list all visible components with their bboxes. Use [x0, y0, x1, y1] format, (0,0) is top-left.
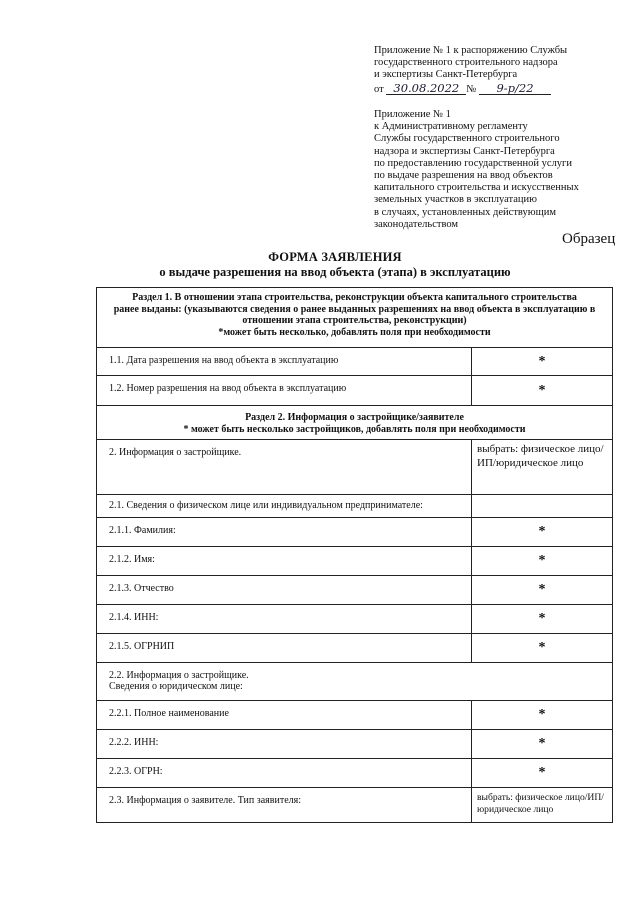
appendix-regulation-line-5: по предоставлению государственной услуги [374, 157, 572, 169]
individual-info-empty-cell [472, 495, 613, 518]
section-2-header [97, 406, 613, 440]
section-2-line-1: Раздел 2. Информация о застройщике/заявителе [245, 412, 464, 423]
section-1-line-3: отношении этапа строительства, реконструкции) [242, 315, 467, 327]
table-row [97, 759, 613, 788]
from-label: от [374, 83, 384, 95]
ogrnip-field[interactable]: * [472, 634, 613, 663]
applicant-type-label: 2.3. Информация о заявителе. Тип заявителя: [97, 788, 472, 823]
ogrnip-label: 2.1.5. ОГРНИП [97, 634, 472, 663]
patronymic-label: 2.1.3. Отчество [97, 576, 472, 605]
permit-number-label: 1.2. Номер разрешения на ввод объекта в эксплуатацию [97, 376, 472, 406]
legal-inn-label: 2.2.2. ИНН: [97, 730, 472, 759]
appendix-order-line-3: и экспертизы Санкт-Петербурга [374, 69, 518, 81]
table-row [97, 788, 613, 823]
patronymic-field[interactable]: * [472, 576, 613, 605]
legal-inn-field[interactable]: * [472, 730, 613, 759]
section-1-line-2: ранее выданы: (указываются сведения о ранее выданных разрешениях на ввод объекта в эксплуатацию в [113, 303, 596, 315]
ogrn-field[interactable]: * [472, 759, 613, 788]
appendix-regulation-line-4: надзора и экспертизы Санкт-Петербурга [374, 145, 555, 157]
appendix-regulation-line-7: капитального строительства и искусственных [374, 182, 579, 194]
section-1-header-row [97, 288, 613, 348]
section-1-line-1: Раздел 1. В отношении этапа строительства, реконструкции объекта капитального строительства [132, 292, 577, 303]
table-row [97, 663, 613, 701]
appendix-regulation-header [374, 109, 624, 231]
developer-type-select[interactable]: выбрать: физическое лицо/ИП/юридическое лицо [472, 440, 613, 495]
developer-info-label: 2. Информация о застройщике. [97, 440, 472, 495]
appendix-regulation-line-3: Службы государственного строительного [374, 133, 560, 145]
full-name-label: 2.2.1. Полное наименование [97, 701, 472, 730]
sample-label: Образец [562, 231, 616, 247]
appendix-order-header [374, 45, 624, 96]
appendix-regulation-line-2: к Административному регламенту [374, 121, 528, 133]
appendix-order-line-2: государственного строительного надзора [374, 57, 558, 69]
individual-info-label: 2.1. Сведения о физическом лице или индивидуальном предпринимателе: [97, 495, 472, 518]
appendix-order-line-1: Приложение № 1 к распоряжению Службы [374, 45, 568, 56]
full-name-field[interactable]: * [472, 701, 613, 730]
table-row [97, 495, 613, 518]
table-row [97, 605, 613, 634]
application-form-table [96, 287, 613, 823]
section-2-header-row [97, 406, 613, 440]
legal-entity-info-cell [97, 663, 613, 701]
order-date: 30.08.2022 [386, 82, 466, 95]
appendix-regulation-line-1: Приложение № 1 [374, 109, 451, 120]
legal-entity-info-line-2: Сведения о юридическом лице: [109, 681, 243, 692]
appendix-order-date-line [374, 82, 624, 96]
appendix-regulation-line-6: по выдаче разрешения на ввод объектов [374, 170, 553, 182]
table-row [97, 376, 613, 406]
table-row [97, 576, 613, 605]
individual-inn-field[interactable]: * [472, 605, 613, 634]
form-title: ФОРМА ЗАЯВЛЕНИЯ [268, 250, 402, 264]
first-name-label: 2.1.2. Имя: [97, 547, 472, 576]
appendix-regulation-line-9: в случаях, установленных действующим [374, 206, 556, 218]
table-row [97, 634, 613, 663]
permit-number-field[interactable]: * [472, 376, 613, 406]
number-label: № [466, 83, 477, 95]
appendix-regulation-line-8: земельных участков в эксплуатацию [374, 194, 537, 206]
table-row [97, 518, 613, 547]
ogrn-label: 2.2.3. ОГРН: [97, 759, 472, 788]
table-row [97, 547, 613, 576]
first-name-field[interactable]: * [472, 547, 613, 576]
table-row [97, 701, 613, 730]
surname-field[interactable]: * [472, 518, 613, 547]
individual-inn-label: 2.1.4. ИНН: [97, 605, 472, 634]
form-subtitle: о выдаче разрешения на ввод объекта (этапа) в эксплуатацию [159, 265, 511, 279]
table-row [97, 440, 613, 495]
permit-date-field[interactable]: * [472, 348, 613, 376]
section-1-line-4: *может быть несколько, добавлять поля при необходимости [218, 326, 491, 338]
table-row [97, 348, 613, 376]
surname-label: 2.1.1. Фамилия: [97, 518, 472, 547]
legal-entity-info-line-1: 2.2. Информация о застройщике. [109, 670, 249, 681]
section-2-line-2: * может быть несколько застройщиков, добавлять поля при необходимости [183, 423, 526, 435]
appendix-regulation-line-10: законодательством [374, 218, 459, 230]
order-number: 9-р/22 [479, 82, 551, 95]
table-row [97, 730, 613, 759]
applicant-type-select[interactable]: выбрать: физическое лицо/ИП/юридическое лицо [472, 788, 613, 823]
section-1-header [97, 288, 613, 348]
permit-date-label: 1.1. Дата разрешения на ввод объекта в эксплуатацию [97, 348, 472, 376]
